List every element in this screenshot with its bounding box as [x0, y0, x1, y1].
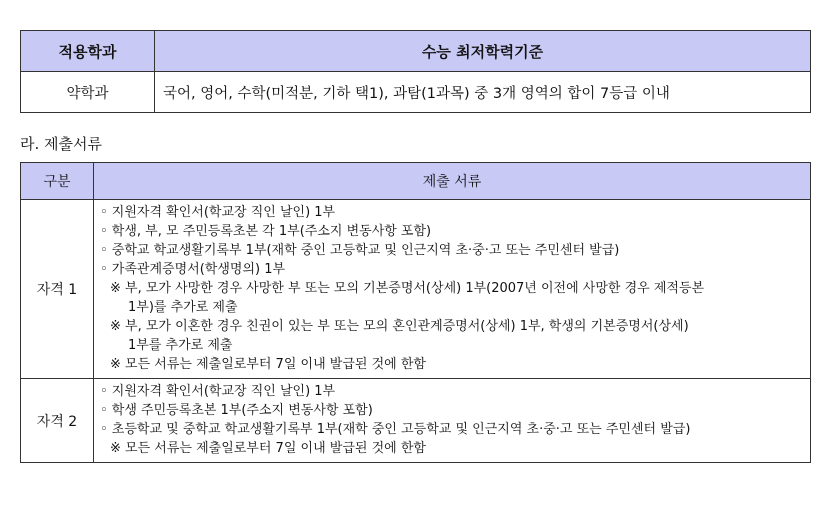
list-item: ◦ 가족관계증명서(학생명의) 1부 — [100, 262, 286, 277]
category-cell: 자격 2 — [21, 379, 94, 463]
header-department: 적용학과 — [21, 31, 155, 72]
list-item: ◦ 지원자격 확인서(학교장 직인 날인) 1부 — [100, 205, 336, 220]
list-item: ◦ 중학교 학교생활기록부 1부(재학 중인 고등학교 및 인근지역 초·중·고 또는 주민센터 발급) — [100, 243, 620, 258]
table-row — [21, 72, 811, 113]
table-row — [21, 200, 811, 379]
criteria-table — [20, 30, 811, 113]
category-cell: 자격 1 — [21, 200, 94, 379]
header-category: 구분 — [21, 163, 94, 200]
note-continuation: 1부)를 추가로 제출 — [128, 300, 238, 315]
list-item: ◦ 학생, 부, 모 주민등록초본 각 1부(주소지 변동사항 포함) — [100, 224, 432, 239]
header-criteria: 수능 최저학력기준 — [155, 31, 811, 72]
documents-cell — [94, 200, 811, 379]
note-item: ※ 모든 서류는 제출일로부터 7일 이내 발급된 것에 한함 — [110, 357, 426, 372]
header-documents: 제출 서류 — [94, 163, 811, 200]
list-item: ◦ 지원자격 확인서(학교장 직인 날인) 1부 — [100, 384, 336, 399]
note-item: ※ 부, 모가 사망한 경우 사망한 부 또는 모의 기본증명서(상세) 1부(2007년 이전에 사망한 경우 제적등본 — [110, 281, 705, 296]
note-continuation: 1부를 추가로 제출 — [128, 338, 233, 353]
documents-cell — [94, 379, 811, 463]
documents-table — [20, 162, 811, 463]
criteria-cell: 국어, 영어, 수학(미적분, 기하 택1), 과탐(1과목) 중 3개 영역의 합이 7등급 이내 — [155, 72, 811, 113]
department-cell: 약학과 — [21, 72, 155, 113]
list-item: ◦ 초등학교 및 중학교 학교생활기록부 1부(재학 중인 고등학교 및 인근지역 초·중·고 또는 주민센터 발급) — [100, 422, 691, 437]
list-item: ◦ 학생 주민등록초본 1부(주소지 변동사항 포함) — [100, 403, 373, 418]
note-item: ※ 부, 모가 이혼한 경우 친권이 있는 부 또는 모의 혼인관계증명서(상세) 1부, 학생의 기본증명서(상세) — [110, 319, 689, 334]
table-row — [21, 379, 811, 463]
note-item: ※ 모든 서류는 제출일로부터 7일 이내 발급된 것에 한함 — [110, 441, 426, 456]
section-title: 라. 제출서류 — [20, 135, 102, 153]
